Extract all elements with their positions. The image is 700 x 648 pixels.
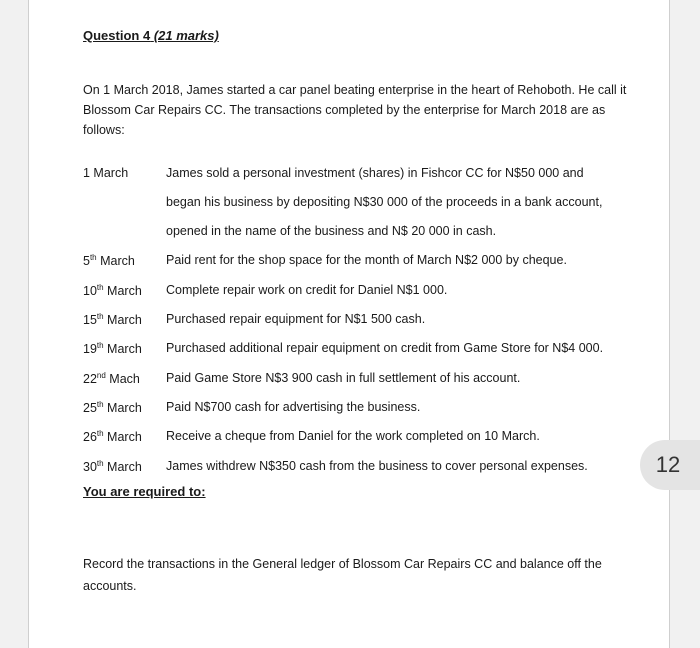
transaction-month: March	[103, 430, 142, 445]
required-heading: You are required to:	[83, 484, 206, 499]
transaction-date	[83, 341, 163, 356]
transaction-description: James withdrew N$350 cash from the business to cover personal expenses.	[166, 459, 588, 473]
transaction-day-suffix: th	[96, 312, 104, 321]
transaction-date	[83, 459, 163, 474]
transaction-month: March	[103, 460, 142, 475]
transaction-description: James sold a personal investment (shares) in Fishcor CC for N$50 000 and	[166, 166, 584, 180]
transaction-day: 22	[83, 372, 97, 387]
transaction-day: 10	[83, 284, 97, 299]
transaction-date	[83, 400, 163, 415]
transaction-description: Complete repair work on credit for Daniel N$1 000.	[166, 283, 448, 297]
transaction-month: March	[103, 401, 142, 416]
transaction-description: Purchased additional repair equipment on credit from Game Store for N$4 000.	[166, 341, 604, 355]
transaction-description: Paid rent for the shop space for the month of March N$2 000 by cheque.	[166, 253, 567, 267]
transaction-day-suffix: th	[96, 400, 104, 409]
transaction-day-suffix: th	[96, 429, 104, 438]
page-number-badge: 12	[640, 440, 700, 490]
transaction-date	[83, 253, 163, 268]
instruction-paragraph: Record the transactions in the General ledger of Blossom Car Repairs CC and balance off the accounts.	[83, 557, 602, 593]
transaction-month: March	[103, 313, 142, 328]
transaction-month: Mach	[105, 372, 140, 387]
transaction-day: 5	[83, 254, 90, 269]
transaction-month: March	[103, 284, 142, 299]
transaction-day: 19	[83, 342, 97, 357]
transaction-description: opened in the name of the business and N$ 20 000 in cash.	[166, 224, 497, 238]
transaction-month: March	[96, 254, 135, 269]
transaction-description: Paid Game Store N$3 900 cash in full settlement of his account.	[166, 371, 521, 385]
transaction-date	[83, 283, 163, 298]
transaction-day: 1	[83, 166, 90, 180]
transaction-description: Paid N$700 cash for advertising the business.	[166, 400, 421, 414]
transaction-day-suffix: th	[96, 341, 104, 350]
transaction-month: March	[103, 342, 142, 357]
intro-paragraph: On 1 March 2018, James started a car panel beating enterprise in the heart of Rehoboth. He call it Blossom Car Repairs CC. The transactions completed by the enterprise for March 2018 are as follows:	[83, 83, 627, 137]
transaction-day: 30	[83, 460, 97, 475]
transaction-date	[83, 166, 163, 180]
transaction-description: Purchased repair equipment for N$1 500 cash.	[166, 312, 426, 326]
transaction-month: March	[89, 166, 129, 180]
question-heading	[83, 28, 219, 43]
transaction-day: 26	[83, 430, 97, 445]
transaction-date	[83, 312, 163, 327]
transaction-day: 25	[83, 401, 97, 416]
transaction-day-suffix: nd	[96, 371, 106, 380]
transaction-date	[83, 429, 163, 444]
transaction-date	[83, 371, 163, 386]
transaction-day-suffix: th	[96, 283, 104, 292]
transaction-description: began his business by depositing N$30 000 of the proceeds in a bank account,	[166, 195, 603, 209]
question-marks: (21 marks)	[153, 28, 219, 43]
transaction-day-suffix: th	[89, 253, 97, 262]
transaction-day: 15	[83, 313, 97, 328]
transaction-day-suffix: th	[96, 459, 104, 468]
question-title: Question 4	[83, 28, 151, 43]
transaction-description: Receive a cheque from Daniel for the work completed on 10 March.	[166, 429, 540, 443]
